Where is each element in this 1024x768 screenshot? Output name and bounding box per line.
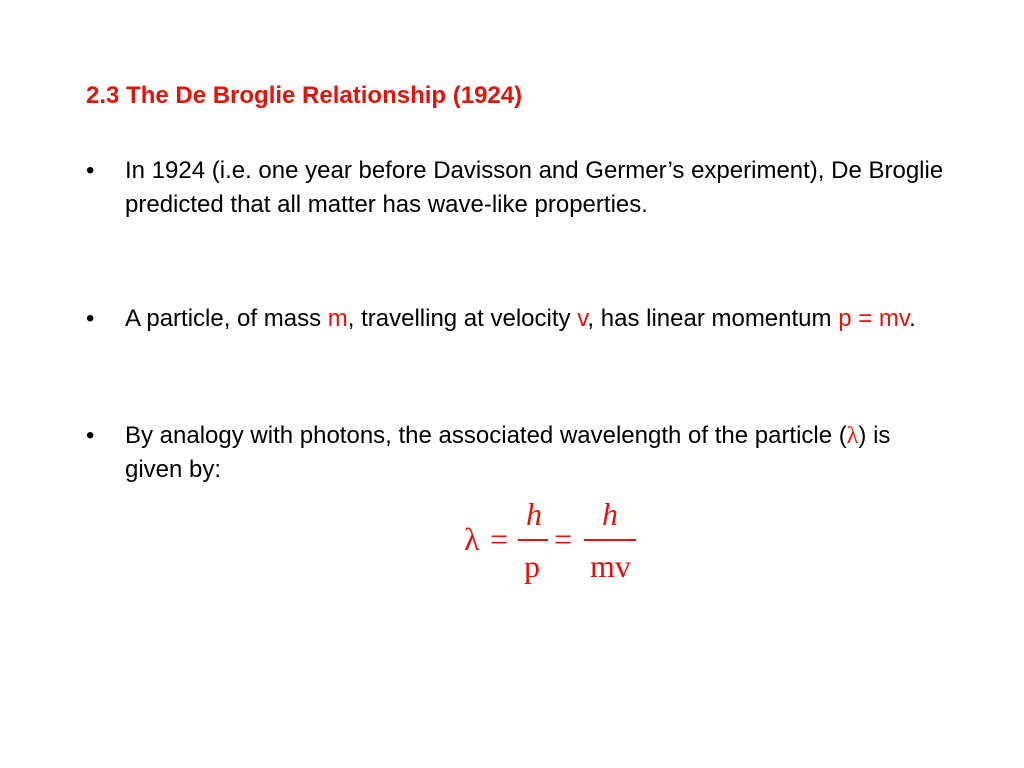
fraction-bar	[584, 539, 636, 541]
fraction-bar	[518, 539, 548, 541]
formula-numerator-h: h	[526, 496, 542, 532]
bullet-dot: •	[86, 305, 95, 332]
momentum-expression: p = mv	[838, 305, 910, 332]
slide-title: 2.3 The De Broglie Relationship (1924)	[86, 82, 523, 109]
text-segment: By analogy with photons, the associated wavelength of the particle (	[125, 422, 847, 449]
text-segment: .	[909, 305, 916, 332]
mass-symbol: m	[327, 305, 348, 332]
bullet-dot: •	[86, 157, 95, 184]
text-segment: A particle, of mass	[125, 305, 328, 332]
formula-equals: =	[490, 521, 509, 557]
bullet-text	[125, 302, 945, 336]
bullet-dot: •	[86, 422, 95, 449]
formula-denominator-p: p	[524, 548, 540, 584]
text-segment: , travelling at velocity	[347, 305, 578, 332]
de-broglie-formula	[458, 494, 658, 594]
lambda-symbol: λ	[846, 423, 859, 449]
formula-numerator-h: h	[602, 496, 618, 532]
text-segment: ) is given by:	[125, 422, 891, 483]
formula-equals: =	[554, 521, 573, 557]
bullet-text	[125, 419, 945, 487]
velocity-symbol: v	[577, 305, 588, 332]
text-segment: , has linear momentum	[587, 305, 839, 332]
formula-lambda: λ	[464, 521, 480, 557]
formula-denominator-mv: mv	[590, 548, 631, 584]
bullet-text: In 1924 (i.e. one year before Davisson and Germer’s experiment), De Broglie predicted that all matter has wave-like properties.	[125, 157, 944, 218]
